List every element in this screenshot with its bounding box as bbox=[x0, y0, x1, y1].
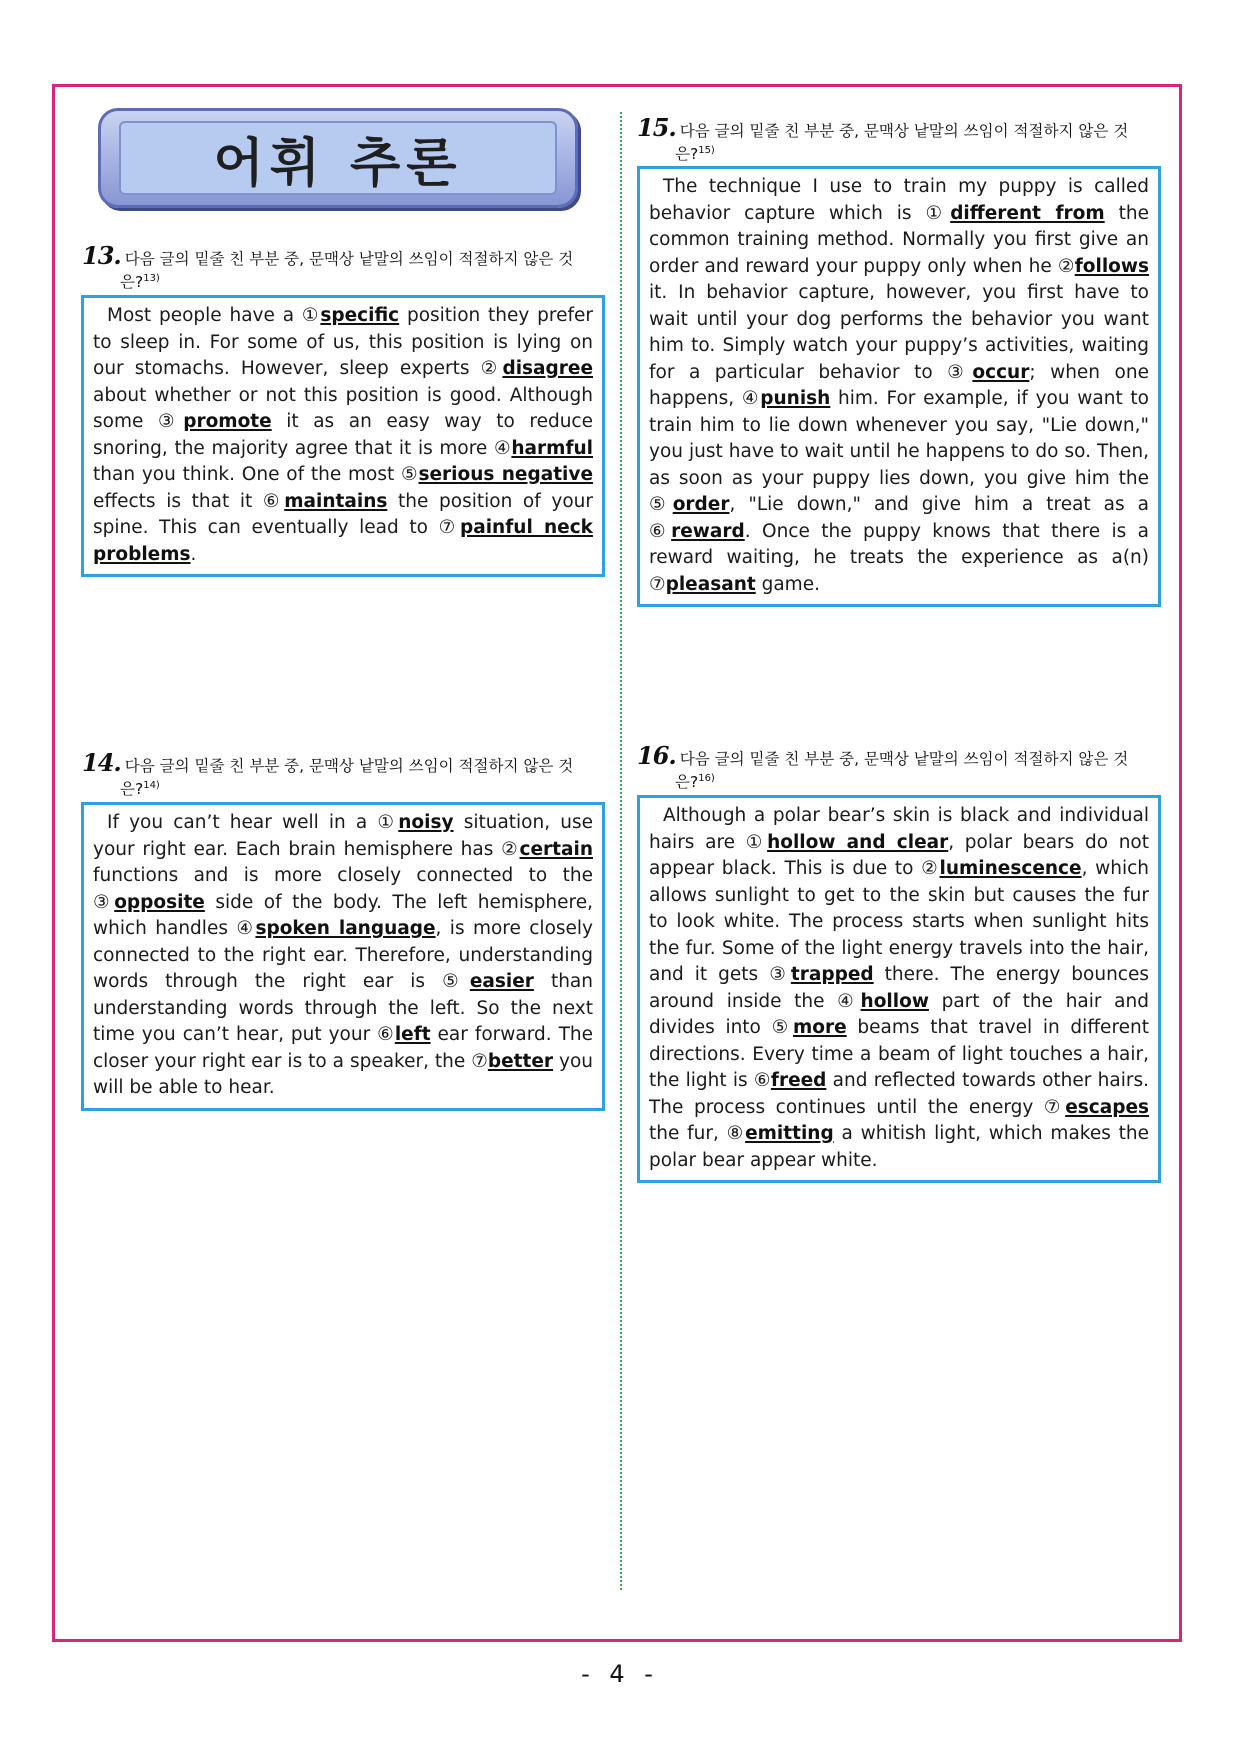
passage-text: game. bbox=[755, 573, 820, 595]
passage-text: there. The energy bounces around inside the bbox=[649, 964, 1150, 1012]
passage-text: ⑥ bbox=[262, 490, 285, 512]
passage-text: ⑤ bbox=[442, 971, 470, 992]
passage-text: ⑥ bbox=[377, 1024, 395, 1045]
footnote-ref: 15) bbox=[698, 145, 715, 156]
passage-text: ④ bbox=[837, 990, 861, 1012]
passage-text: , which allows sunlight to get to the skin but causes the fur to look white. The process starts when sunlight hits the fur. Some of the light energy travels into the hair, and it gets bbox=[649, 858, 1149, 985]
footnote-ref: 13) bbox=[143, 273, 160, 284]
underlined-choice: noisy bbox=[398, 812, 454, 833]
question-prompt: 다음 글의 밑줄 친 부분 중, 문맥상 낱말의 쓰임이 적절하지 않은 것 bbox=[124, 250, 574, 268]
underlined-choice: opposite bbox=[114, 891, 205, 913]
passage-text: ⑤ bbox=[771, 1017, 794, 1038]
passage-text: ⑦ bbox=[438, 517, 460, 538]
passage-text: . bbox=[190, 543, 197, 565]
underlined-choice: punish bbox=[760, 388, 831, 409]
passage-text: ⑦ bbox=[471, 1050, 488, 1072]
passage-text: ⑤ bbox=[401, 464, 419, 485]
question-number: 13. bbox=[82, 241, 121, 270]
passage-text: about whether or not this position is good. Although some bbox=[93, 384, 593, 432]
passage-text: The technique I use to train my puppy is called behavior capture which is bbox=[649, 176, 1149, 224]
underlined-choice: painful neck problems bbox=[93, 517, 593, 565]
passage-text: , polar bears do not appear black. This is due to bbox=[649, 831, 1149, 879]
question-prompt-end: 은? bbox=[120, 780, 144, 799]
passage-text: ③ bbox=[769, 964, 791, 985]
passage-text: ② bbox=[501, 838, 520, 860]
passage-text: ① bbox=[745, 831, 768, 853]
passage-text: If you can’t hear well in a bbox=[107, 812, 378, 833]
passage-text: ③ bbox=[157, 411, 184, 432]
question-13-header bbox=[82, 241, 612, 292]
passage-text: the fur, bbox=[649, 1123, 727, 1144]
underlined-choice: follows bbox=[1074, 255, 1149, 277]
passage-text: the position of your spine. This can eventually lead to bbox=[93, 490, 594, 538]
question-prompt-end: 은? bbox=[120, 273, 144, 292]
passage-text: Although a polar bear’s skin is black and individual hairs are bbox=[649, 805, 1149, 853]
footnote-ref: 14) bbox=[143, 780, 160, 791]
question-prompt: 다음 글의 밑줄 친 부분 중, 문맥상 낱말의 쓰임이 적절하지 않은 것 bbox=[679, 750, 1129, 768]
underlined-choice: certain bbox=[519, 838, 593, 860]
passage-text: ④ bbox=[494, 437, 512, 459]
question-prompt-end: 은? bbox=[675, 145, 699, 164]
underlined-choice: freed bbox=[770, 1070, 827, 1091]
passage-text: situation, use your right ear. Each brain hemisphere has bbox=[93, 812, 593, 860]
passage-text: ⑤ bbox=[649, 494, 673, 515]
question-14-header bbox=[82, 748, 612, 799]
question-15-passage bbox=[637, 166, 1161, 607]
underlined-choice: harmful bbox=[511, 437, 594, 459]
underlined-choice: left bbox=[394, 1024, 431, 1045]
passage-text: ② bbox=[1057, 255, 1075, 277]
footnote-ref: 16) bbox=[698, 773, 715, 784]
passage-text: ⑥ bbox=[753, 1070, 771, 1091]
passage-text: ② bbox=[480, 358, 503, 379]
passage-text: part of the hair and divides into bbox=[649, 990, 1149, 1038]
question-prompt: 다음 글의 밑줄 친 부분 중, 문맥상 낱말의 쓰임이 적절하지 않은 것 bbox=[679, 122, 1129, 140]
passage-text: a whitish light, which makes the polar bear appear white. bbox=[649, 1123, 1149, 1171]
passage-text: ⑦ bbox=[1043, 1096, 1066, 1118]
passage-text: beams that travel in different directions. Every time a beam of light touches a hair, the light is bbox=[649, 1017, 1150, 1091]
underlined-choice: serious negative bbox=[418, 464, 593, 485]
question-prompt: 다음 글의 밑줄 친 부분 중, 문맥상 낱말의 쓰임이 적절하지 않은 것 bbox=[124, 757, 574, 775]
underlined-choice: better bbox=[487, 1050, 554, 1072]
passage-text: you will be able to hear. bbox=[93, 1050, 593, 1098]
passage-text: and reflected towards other hairs. The process continues until the energy bbox=[649, 1070, 1149, 1118]
passage-text: ③ bbox=[947, 361, 973, 383]
underlined-choice: reward bbox=[671, 520, 745, 542]
passage-text: , is more closely connected to the right ear. Therefore, understanding words through the right ear is bbox=[93, 918, 593, 992]
underlined-choice: order bbox=[672, 494, 730, 515]
passage-text: effects is that it bbox=[93, 490, 263, 512]
underlined-choice: occur bbox=[972, 361, 1030, 383]
question-number: 16. bbox=[637, 741, 676, 770]
section-badge-inner bbox=[119, 121, 557, 195]
question-16-header bbox=[637, 741, 1167, 792]
passage-text: ① bbox=[377, 812, 399, 833]
passage-text: than you think. One of the most bbox=[93, 464, 402, 485]
underlined-choice: easier bbox=[469, 971, 534, 992]
underlined-choice: emitting bbox=[745, 1123, 834, 1144]
column-divider bbox=[620, 112, 622, 1590]
passage-text: ① bbox=[301, 305, 321, 326]
underlined-choice: trapped bbox=[790, 964, 874, 985]
underlined-choice: hollow and clear bbox=[767, 831, 949, 853]
passage-text: ③ bbox=[93, 891, 115, 913]
question-prompt-end: 은? bbox=[675, 773, 699, 792]
underlined-choice: more bbox=[793, 1017, 847, 1038]
question-13-passage bbox=[81, 295, 605, 577]
underlined-choice: maintains bbox=[284, 490, 388, 512]
passage-text: him. For example, if you want to train him to lie down whenever you say, "Lie down," you just have to wait until he happens to do so. Then, as soon as your puppy lies down, you give him the bbox=[649, 388, 1149, 489]
page-number: - 4 - bbox=[581, 1660, 659, 1688]
question-16-passage bbox=[637, 795, 1161, 1183]
underlined-choice: specific bbox=[320, 305, 400, 326]
passage-text: side of the body. The left hemisphere, which handles bbox=[93, 891, 593, 939]
question-number: 15. bbox=[637, 113, 676, 142]
underlined-choice: promote bbox=[183, 411, 272, 432]
underlined-choice: disagree bbox=[502, 358, 593, 379]
passage-text: ear forward. The closer your right ear is to a speaker, the bbox=[93, 1024, 593, 1072]
underlined-choice: hollow bbox=[860, 990, 929, 1012]
passage-text: position they prefer to sleep in. For some of us, this position is lying on our stomachs. However, sleep experts bbox=[93, 305, 593, 379]
passage-text: the common training method. Normally you first give an order and reward your puppy only when he bbox=[649, 202, 1149, 277]
passage-text: ① bbox=[925, 202, 951, 224]
section-title: 어휘 추론 bbox=[213, 133, 463, 194]
passage-text: ⑦ bbox=[649, 573, 666, 595]
passage-text: ④ bbox=[741, 388, 761, 409]
passage-text: ② bbox=[921, 858, 940, 879]
passage-text: ⑥ bbox=[649, 520, 672, 542]
passage-text: ④ bbox=[236, 918, 256, 939]
question-15-header bbox=[637, 113, 1167, 164]
passage-text: ⑧ bbox=[726, 1123, 746, 1144]
underlined-choice: escapes bbox=[1065, 1096, 1149, 1118]
passage-text: , "Lie down," and give him a treat as a bbox=[729, 494, 1149, 515]
underlined-choice: spoken language bbox=[255, 918, 436, 939]
underlined-choice: pleasant bbox=[665, 573, 756, 595]
passage-text: it. In behavior capture, however, you first have to wait until your dog performs the behavior you want him to. Simply watch your puppy’s activities, waiting for a particular behavior to bbox=[649, 282, 1149, 383]
passage-text: Most people have a bbox=[107, 305, 302, 326]
question-14-passage bbox=[81, 802, 605, 1111]
question-number: 14. bbox=[82, 748, 121, 777]
underlined-choice: luminescence bbox=[939, 858, 1082, 879]
passage-text: . Once the puppy knows that there is a reward waiting, he treats the experience as a(n) bbox=[649, 520, 1149, 568]
passage-text: functions and is more closely connected to the bbox=[93, 865, 593, 886]
passage-text: ; when one happens, bbox=[649, 361, 1149, 409]
passage-text: than understanding words through the left. So the next time you can’t hear, put your bbox=[93, 971, 593, 1045]
section-badge bbox=[98, 108, 578, 208]
underlined-choice: different from bbox=[950, 202, 1105, 224]
passage-text: it as an easy way to reduce snoring, the majority agree that it is more bbox=[93, 411, 593, 459]
